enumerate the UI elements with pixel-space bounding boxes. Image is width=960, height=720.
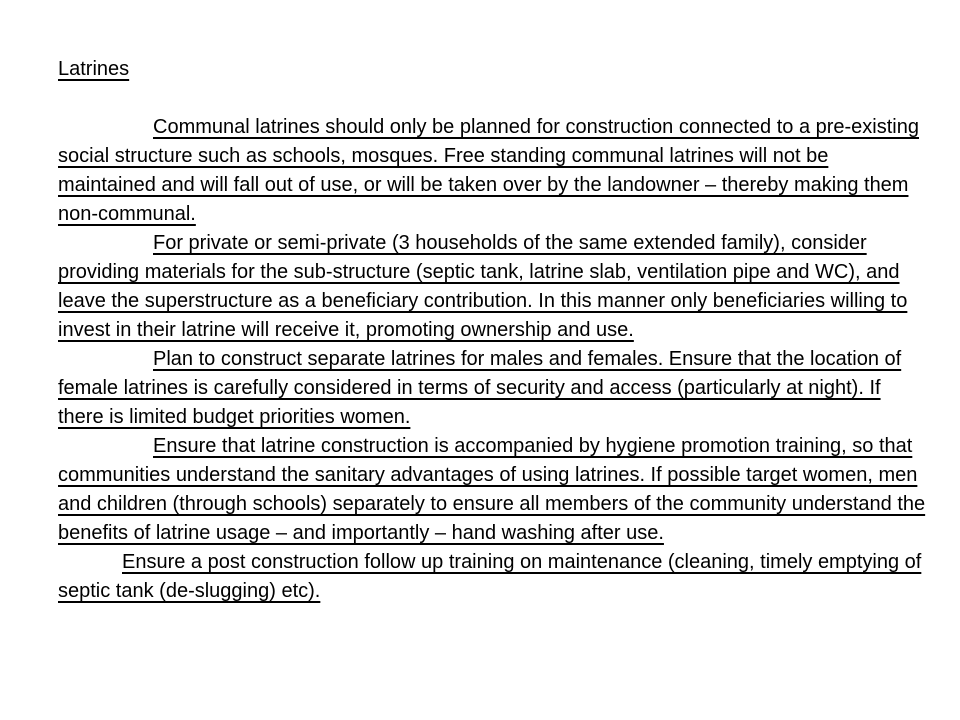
document-body: [58, 55, 928, 606]
paragraph-communal-latrines: Communal latrines should only be planned for construction connected to a pre-existing social structure such as schools, mosques. Free standing communal latrines will not be maintained and will fall out of use, or will be taken over by the landowner – thereby making them non-communal.: [58, 116, 919, 225]
paragraph-private-latrines: For private or semi-private (3 households of the same extended family), consider providing materials for the sub-structure (septic tank, latrine slab, ventilation pipe and WC), and leave the superstructure as a beneficiary contribution. In this manner only beneficiaries willing to invest in their latrine will receive it, promoting ownership and use.: [58, 232, 908, 341]
paragraph-maintenance-training: Ensure a post construction follow up training on maintenance (cleaning, timely emptying of septic tank (de-slugging) etc).: [58, 551, 922, 602]
document-title: Latrines: [58, 58, 130, 80]
paragraph-separate-latrines: Plan to construct separate latrines for males and females. Ensure that the location of female latrines is carefully considered in terms of security and access (particularly at night). If there is limited budget priorities women.: [58, 348, 902, 428]
paragraph-hygiene-promotion: Ensure that latrine construction is accompanied by hygiene promotion training, so that communities understand the sanitary advantages of using latrines. If possible target women, men and children (through schools) separately to ensure all members of the community understand the benefits of latrine usage – and importantly – hand washing after use.: [58, 435, 926, 544]
